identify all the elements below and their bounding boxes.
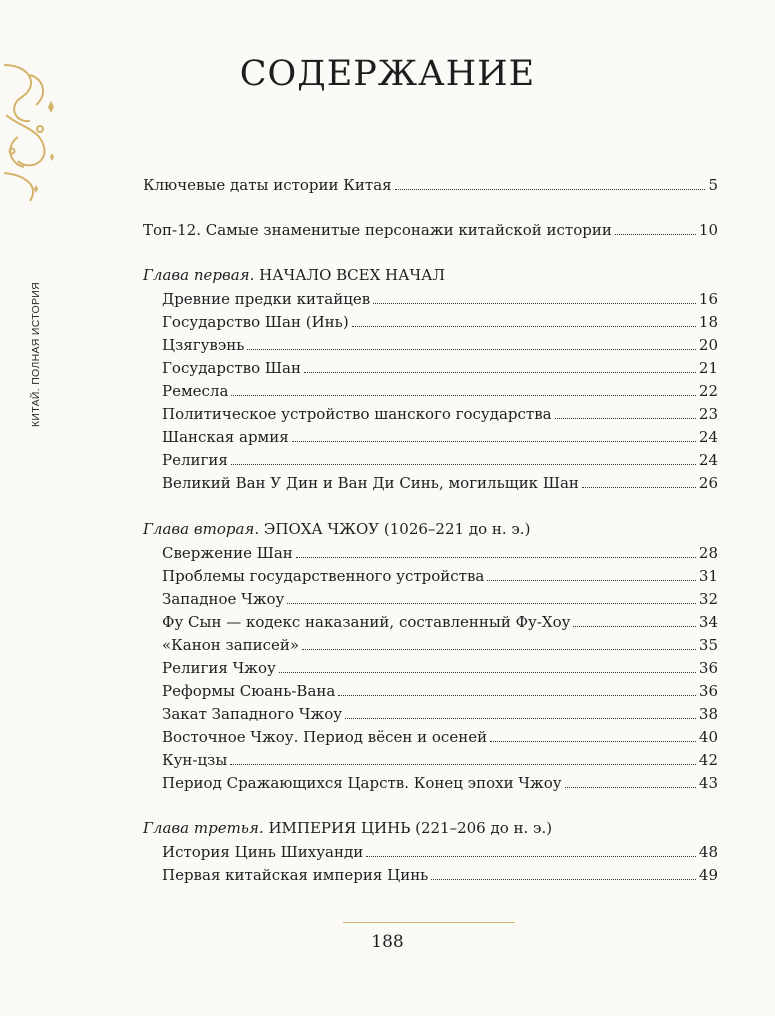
toc-entry [162, 612, 718, 632]
toc-entry-label: История Цинь Шихуанди [162, 843, 364, 861]
toc-entry [162, 865, 718, 885]
chapter-heading [143, 519, 530, 539]
chapter-number: Глава первая. [143, 266, 255, 284]
toc-entry-page: 32 [698, 590, 718, 608]
toc-entry-label: Ремесла [162, 382, 229, 400]
toc-leader [292, 441, 696, 442]
toc-entry-label: Закат Западного Чжоу [162, 705, 343, 723]
toc-entry-label: Восточное Чжоу. Период вёсен и осеней [162, 728, 488, 746]
toc-entry-page: 49 [698, 866, 718, 884]
chapter-title: ИМПЕРИЯ ЦИНЬ (221–206 до н. э.) [268, 819, 553, 837]
toc-entry-page: 36 [698, 659, 718, 677]
toc-leader [366, 856, 696, 857]
toc-leader [231, 395, 696, 396]
toc-entry-page: 48 [698, 843, 718, 861]
toc-entry-label: Государство Шан (Инь) [162, 313, 349, 331]
toc-leader [231, 464, 696, 465]
toc-entry [162, 635, 718, 655]
toc-leader [302, 649, 696, 650]
toc-entry-page: 16 [698, 290, 718, 308]
chapter-title: ЭПОХА ЧЖОУ (1026–221 до н. э.) [263, 520, 531, 538]
chapter-number: Глава вторая. [143, 520, 260, 538]
toc-entry-page: 43 [698, 774, 718, 792]
toc-entry [162, 289, 718, 309]
toc-leader [565, 787, 696, 788]
chapter-heading [143, 265, 445, 285]
toc-leader [279, 672, 696, 673]
toc-entry-label: Реформы Сюань-Вана [162, 682, 336, 700]
spine-text: КИТАЙ. ПОЛНАЯ ИСТОРИЯ [30, 282, 42, 428]
toc-entry-page: 42 [698, 751, 718, 769]
toc-entry-label: Государство Шан [162, 359, 301, 377]
toc-entry [162, 704, 718, 724]
spine-header [28, 270, 44, 440]
toc-entry [143, 220, 718, 240]
toc-entry-page: 26 [698, 474, 718, 492]
toc-entry-label: Фу Сын — кодекс наказаний, составленный Фу-Хоу [162, 613, 571, 631]
toc-entry-label: Великий Ван У Дин и Ван Ди Синь, могильщик Шан [162, 474, 579, 492]
toc-leader [487, 580, 696, 581]
toc-entry-page: 23 [698, 405, 718, 423]
toc-entry-page: 18 [698, 313, 718, 331]
chapter-title: НАЧАЛО ВСЕХ НАЧАЛ [259, 266, 445, 284]
toc-leader [296, 557, 696, 558]
toc-entry-page: 10 [698, 221, 718, 239]
toc-entry-label: Религия Чжоу [162, 659, 276, 677]
toc-entry [162, 727, 718, 747]
footer-divider [343, 922, 515, 923]
toc-entry-label: Первая китайская империя Цинь [162, 866, 429, 884]
toc-entry [162, 312, 718, 332]
toc-entry-page: 24 [698, 451, 718, 469]
toc-leader [395, 189, 706, 190]
toc-entry [162, 842, 718, 862]
toc-entry-page: 24 [698, 428, 718, 446]
toc-entry-page: 31 [698, 567, 718, 585]
toc-leader [490, 741, 696, 742]
toc-entry-label: Цзягувэнь [162, 336, 245, 354]
toc-leader [338, 695, 696, 696]
toc-leader [582, 487, 696, 488]
toc-leader [555, 418, 696, 419]
toc-leader [287, 603, 696, 604]
toc-leader [345, 718, 696, 719]
toc-leader [230, 764, 696, 765]
toc-entry-page: 20 [698, 336, 718, 354]
toc-entry-label: Период Сражающихся Царств. Конец эпохи Чжоу [162, 774, 562, 792]
toc-entry [162, 427, 718, 447]
toc-entry [162, 450, 718, 470]
page-number: 188 [371, 932, 404, 952]
toc-entry-label: «Канон записей» [162, 636, 300, 654]
toc-entry-page: 21 [698, 359, 718, 377]
toc-leader [615, 234, 696, 235]
toc-entry-page: 35 [698, 636, 718, 654]
toc-entry-label: Политическое устройство шанского государства [162, 405, 552, 423]
toc-entry-page: 36 [698, 682, 718, 700]
toc-entry [162, 358, 718, 378]
toc-entry [162, 543, 718, 563]
toc-leader [352, 326, 696, 327]
toc-leader [373, 303, 696, 304]
page-title: СОДЕРЖАНИЕ [239, 54, 536, 94]
toc-entry [162, 658, 718, 678]
toc-entry-page: 5 [708, 176, 718, 194]
toc-entry [162, 473, 718, 493]
toc-entry-label: Кун-цзы [162, 751, 228, 769]
toc-leader [431, 879, 696, 880]
toc-entry [162, 404, 718, 424]
toc-entry-label: Топ-12. Самые знаменитые персонажи китайской истории [143, 221, 612, 239]
toc-entry [162, 773, 718, 793]
toc-entry [162, 335, 718, 355]
toc-entry [162, 566, 718, 586]
toc-leader [247, 349, 695, 350]
toc-entry [162, 750, 718, 770]
toc-leader [304, 372, 696, 373]
toc-entry-label: Западное Чжоу [162, 590, 285, 608]
toc-entry-page: 38 [698, 705, 718, 723]
toc-entry [143, 175, 718, 195]
toc-entry [162, 589, 718, 609]
toc-entry-label: Религия [162, 451, 228, 469]
toc-entry-page: 34 [698, 613, 718, 631]
toc-entry [162, 681, 718, 701]
toc-leader [573, 626, 695, 627]
toc-entry-page: 28 [698, 544, 718, 562]
toc-entry-label: Свержение Шан [162, 544, 293, 562]
toc-entry-label: Шанская армия [162, 428, 289, 446]
chapter-heading [143, 818, 552, 838]
toc-entry-page: 22 [698, 382, 718, 400]
toc-entry-label: Проблемы государственного устройства [162, 567, 485, 585]
toc-entry-page: 40 [698, 728, 718, 746]
toc-entry [162, 381, 718, 401]
toc-entry-label: Ключевые даты истории Китая [143, 176, 392, 194]
toc-entry-label: Древние предки китайцев [162, 290, 371, 308]
chapter-number: Глава третья. [143, 819, 264, 837]
